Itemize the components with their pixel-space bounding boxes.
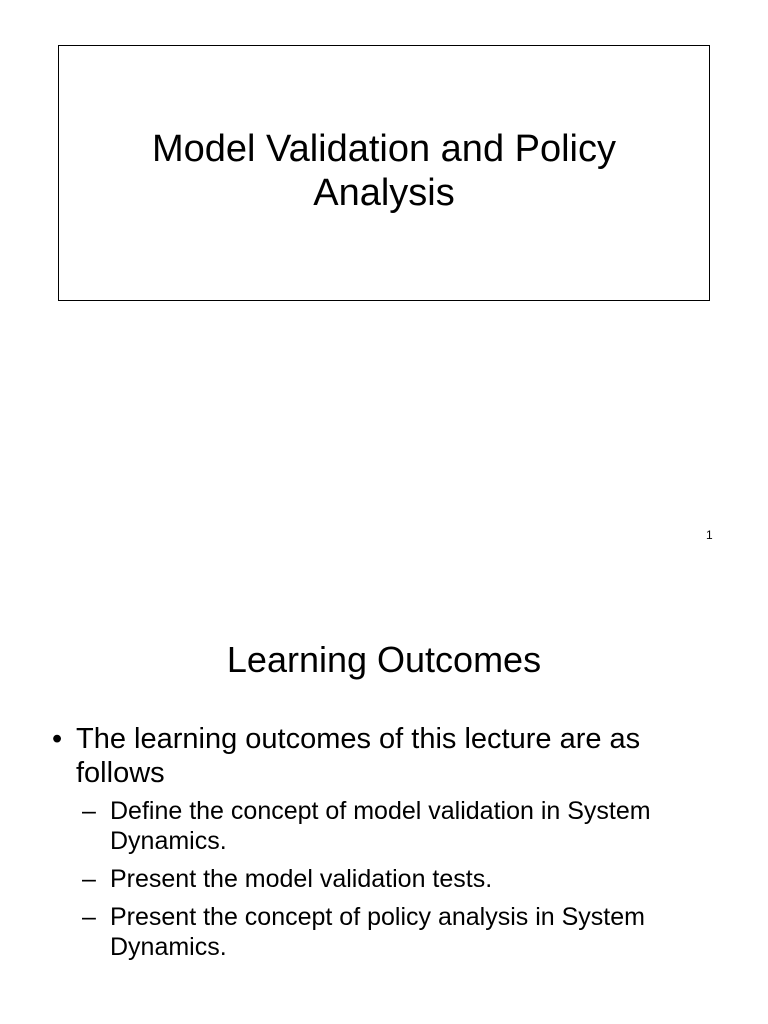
sub-bullet-item — [78, 864, 728, 894]
sub-bullet-item — [78, 796, 728, 856]
slide-heading: Learning Outcomes — [226, 639, 542, 680]
sub-bullet-text: Present the concept of policy analysis in System Dynamics. — [110, 903, 645, 961]
slide-title: Model Validation and Policy Analysis — [151, 128, 616, 214]
sub-bullet-list — [76, 796, 728, 962]
title-box — [58, 45, 710, 301]
bullet-item — [48, 722, 728, 962]
bullet-text: The learning outcomes of this lecture are as follows — [76, 723, 641, 789]
bullet-marker: • — [52, 723, 63, 755]
sub-bullet-text: Define the concept of model validation in System Dynamics. — [110, 797, 651, 855]
sub-bullet-marker: – — [82, 797, 96, 825]
slide-learning-outcomes — [0, 600, 768, 1024]
sub-bullet-text: Present the model validation tests. — [110, 865, 493, 893]
sub-bullet-item — [78, 902, 728, 962]
sub-bullet-marker: – — [82, 903, 96, 931]
page-number: 1 — [706, 528, 713, 542]
sub-bullet-marker: – — [82, 865, 96, 893]
bullet-list — [48, 722, 728, 970]
